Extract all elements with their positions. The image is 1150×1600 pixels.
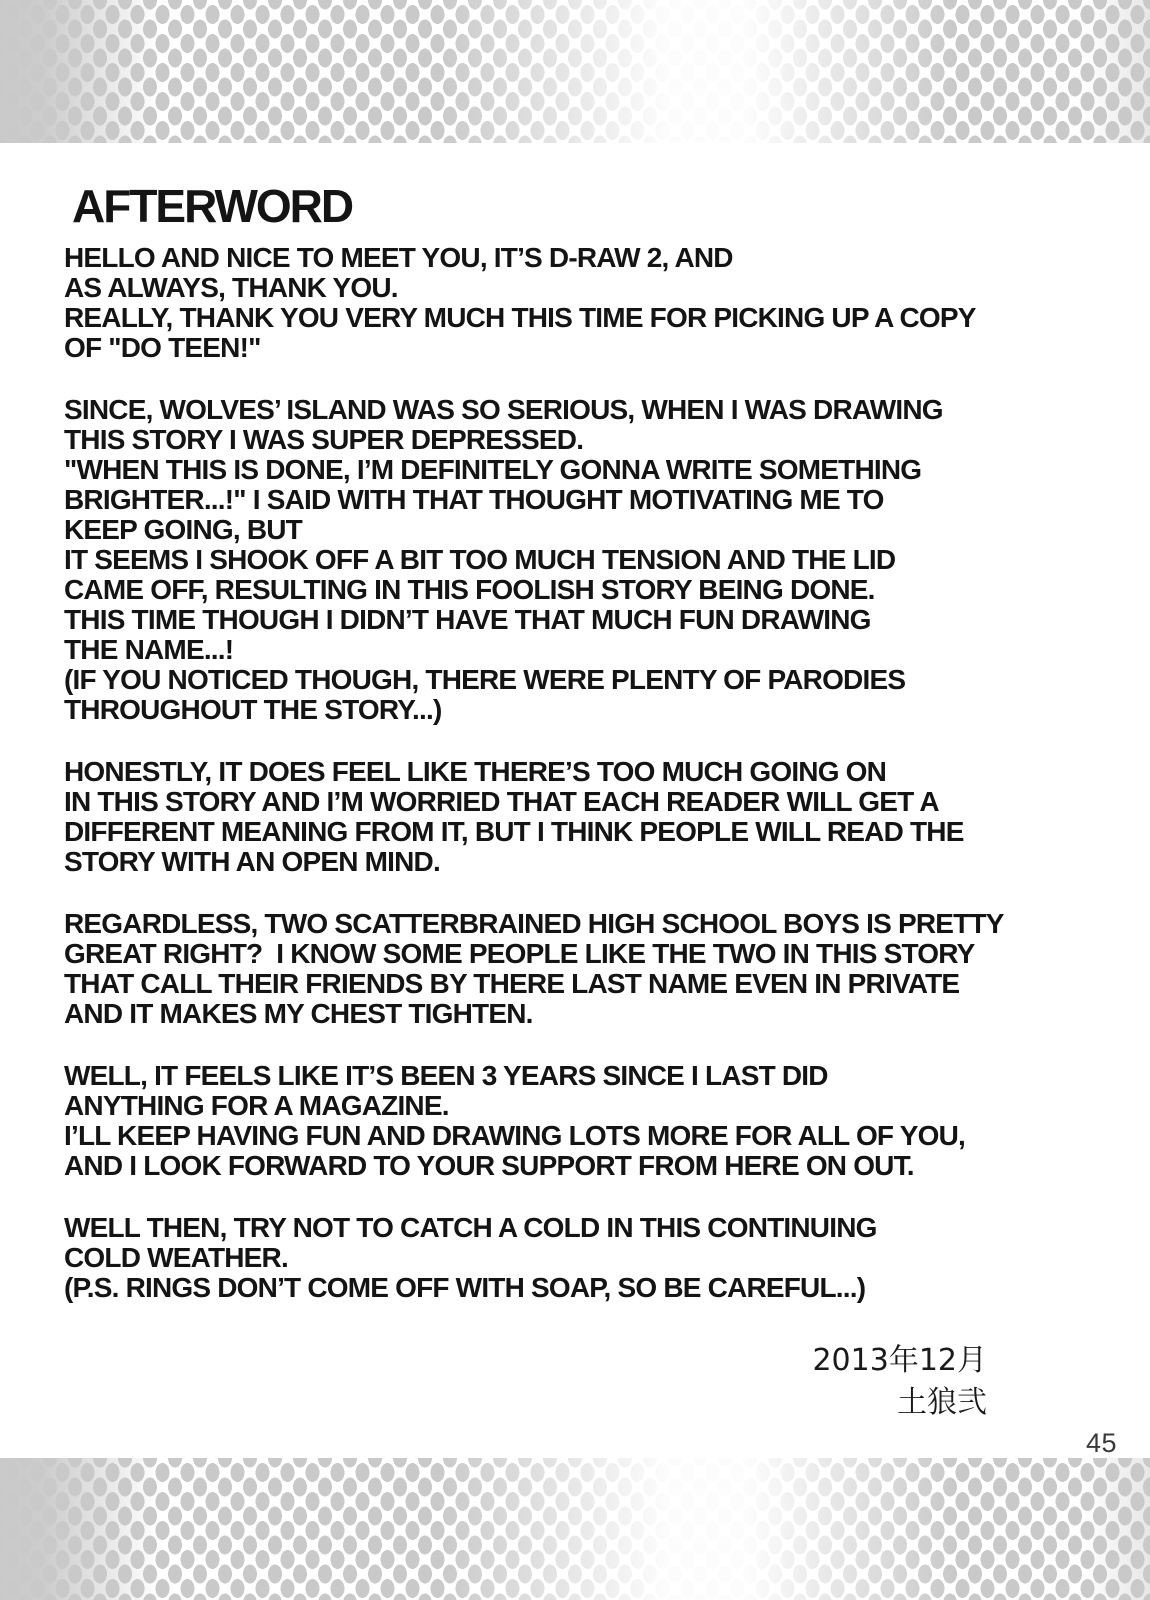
text-line: AND IT MAKES MY CHEST TIGHTEN.	[64, 998, 533, 1029]
text-line: CAME OFF, RESULTING IN THIS FOOLISH STORY BEING DONE.	[64, 574, 875, 605]
text-line: HELLO AND NICE TO MEET YOU, IT’S D-RAW 2, AND	[64, 242, 733, 273]
text-line: GREAT RIGHT? I KNOW SOME PEOPLE LIKE THE TWO IN THIS STORY	[64, 938, 975, 969]
text-line: OF "DO TEEN!"	[64, 332, 261, 363]
text-line: DIFFERENT MEANING FROM IT, BUT I THINK PEOPLE WILL READ THE	[64, 816, 964, 847]
text-line: SINCE, WOLVES’ ISLAND WAS SO SERIOUS, WHEN I WAS DRAWING	[64, 394, 943, 425]
halftone-bottom-border	[0, 1458, 1150, 1600]
text-line: COLD WEATHER.	[64, 1242, 288, 1273]
afterword-body	[64, 243, 1114, 1303]
text-line: THIS STORY I WAS SUPER DEPRESSED.	[64, 424, 584, 455]
text-line: ANYTHING FOR A MAGAZINE.	[64, 1090, 449, 1121]
paragraph	[64, 395, 1114, 725]
text-line: REALLY, THANK YOU VERY MUCH THIS TIME FOR PICKING UP A COPY	[64, 302, 976, 333]
paragraph	[64, 1061, 1114, 1181]
paragraph	[64, 909, 1114, 1029]
paragraph	[64, 757, 1114, 877]
text-line: IT SEEMS I SHOOK OFF A BIT TOO MUCH TENSION AND THE LID	[64, 544, 896, 575]
text-line: THIS TIME THOUGH I DIDN’T HAVE THAT MUCH FUN DRAWING	[64, 604, 871, 635]
date-signature-block	[812, 1340, 987, 1424]
text-line: AS ALWAYS, THANK YOU.	[64, 272, 398, 303]
text-line: HONESTLY, IT DOES FEEL LIKE THERE’S TOO MUCH GOING ON	[64, 756, 887, 787]
paragraph	[64, 243, 1114, 363]
text-line: KEEP GOING, BUT	[64, 514, 302, 545]
text-line: I’LL KEEP HAVING FUN AND DRAWING LOTS MORE FOR ALL OF YOU,	[64, 1120, 965, 1151]
text-line: AND I LOOK FORWARD TO YOUR SUPPORT FROM HERE ON OUT.	[64, 1150, 914, 1181]
text-line: THROUGHOUT THE STORY...)	[64, 694, 442, 725]
page-number: 45	[1085, 1428, 1117, 1458]
afterword-content	[64, 143, 1114, 1303]
paragraph	[64, 1213, 1114, 1303]
signature-text: 土狼弐	[897, 1385, 987, 1420]
date-text: 2013年12月	[812, 1343, 987, 1378]
text-line: "WHEN THIS IS DONE, I’M DEFINITELY GONNA WRITE SOMETHING	[64, 454, 922, 485]
text-line: WELL, IT FEELS LIKE IT’S BEEN 3 YEARS SINCE I LAST DID	[64, 1060, 828, 1091]
text-line: BRIGHTER...!" I SAID WITH THAT THOUGHT MOTIVATING ME TO	[64, 484, 884, 515]
text-line: REGARDLESS, TWO SCATTERBRAINED HIGH SCHOOL BOYS IS PRETTY	[64, 908, 1004, 939]
text-line: THE NAME...!	[64, 634, 234, 665]
page-title: AFTERWORD	[72, 180, 353, 232]
text-line: IN THIS STORY AND I’M WORRIED THAT EACH READER WILL GET A	[64, 786, 939, 817]
halftone-top-border	[0, 0, 1150, 143]
text-line: (IF YOU NOTICED THOUGH, THERE WERE PLENTY OF PARODIES	[64, 664, 906, 695]
text-line: (P.S. RINGS DON’T COME OFF WITH SOAP, SO BE CAREFUL...)	[64, 1272, 866, 1303]
text-line: THAT CALL THEIR FRIENDS BY THERE LAST NAME EVEN IN PRIVATE	[64, 968, 960, 999]
text-line: STORY WITH AN OPEN MIND.	[64, 846, 440, 877]
text-line: WELL THEN, TRY NOT TO CATCH A COLD IN THIS CONTINUING	[64, 1212, 877, 1243]
